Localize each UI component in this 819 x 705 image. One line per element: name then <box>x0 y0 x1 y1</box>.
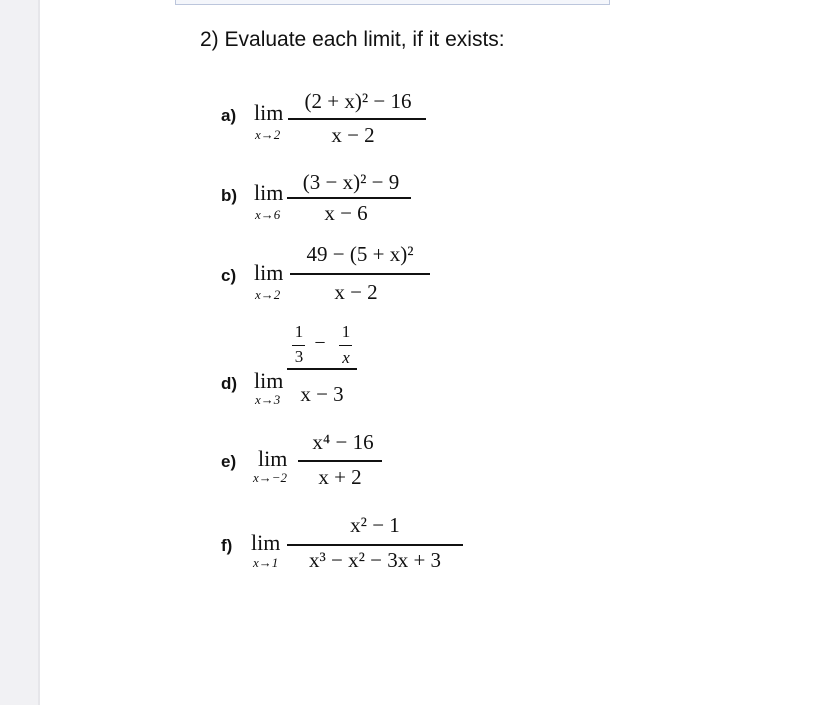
numerator: 49 − (5 + x)² <box>306 242 414 266</box>
problem-label: e) <box>221 452 237 471</box>
inner-denominator: 3 <box>294 347 304 366</box>
denominator: x + 2 <box>318 465 362 489</box>
denominator: x − 3 <box>300 382 344 406</box>
page-title: 2) Evaluate each limit, if it exists: <box>200 28 505 51</box>
problem-label: b) <box>221 186 238 205</box>
problem-label: a) <box>221 106 237 125</box>
lim-subscript: x→−2 <box>253 470 288 485</box>
fraction-bar <box>288 118 426 120</box>
lim-subscript: x→3 <box>255 392 281 407</box>
numerator: (3 − x)² − 9 <box>302 170 400 194</box>
problem-label: d) <box>221 374 238 393</box>
denominator: x − 6 <box>324 201 368 225</box>
inner-denominator: x <box>342 348 350 367</box>
fraction-bar <box>298 460 382 462</box>
problem-label: f) <box>221 536 233 555</box>
minus-operator: − <box>314 332 326 354</box>
left-margin-strip <box>0 0 38 705</box>
numerator: (2 + x)² − 16 <box>304 89 412 113</box>
lim-operator: lim <box>254 368 284 393</box>
lim-operator: lim <box>258 446 288 471</box>
lim-subscript: x→1 <box>253 555 279 570</box>
lim-subscript: x→6 <box>255 207 281 222</box>
top-frame-bar <box>175 0 610 5</box>
fraction-bar <box>287 197 411 199</box>
fraction-bar <box>290 273 430 275</box>
inner-fraction-bar <box>339 345 352 346</box>
inner-numerator: 1 <box>294 322 304 341</box>
denominator: x³ − x² − 3x + 3 <box>308 548 442 572</box>
lim-operator: lim <box>251 530 281 555</box>
numerator: x⁴ − 16 <box>312 430 374 454</box>
lim-subscript: x→2 <box>255 127 281 142</box>
denominator: x − 2 <box>334 280 378 304</box>
numerator: x² − 1 <box>350 513 400 537</box>
problem-label: c) <box>221 266 237 285</box>
lim-operator: lim <box>254 100 284 125</box>
fraction-bar <box>287 544 463 546</box>
left-margin-edge <box>38 0 40 705</box>
inner-numerator: 1 <box>341 322 351 341</box>
lim-operator: lim <box>254 180 284 205</box>
fraction-bar <box>287 368 357 370</box>
lim-subscript: x→2 <box>255 287 281 302</box>
denominator: x − 2 <box>331 123 375 147</box>
lim-operator: lim <box>254 260 284 285</box>
